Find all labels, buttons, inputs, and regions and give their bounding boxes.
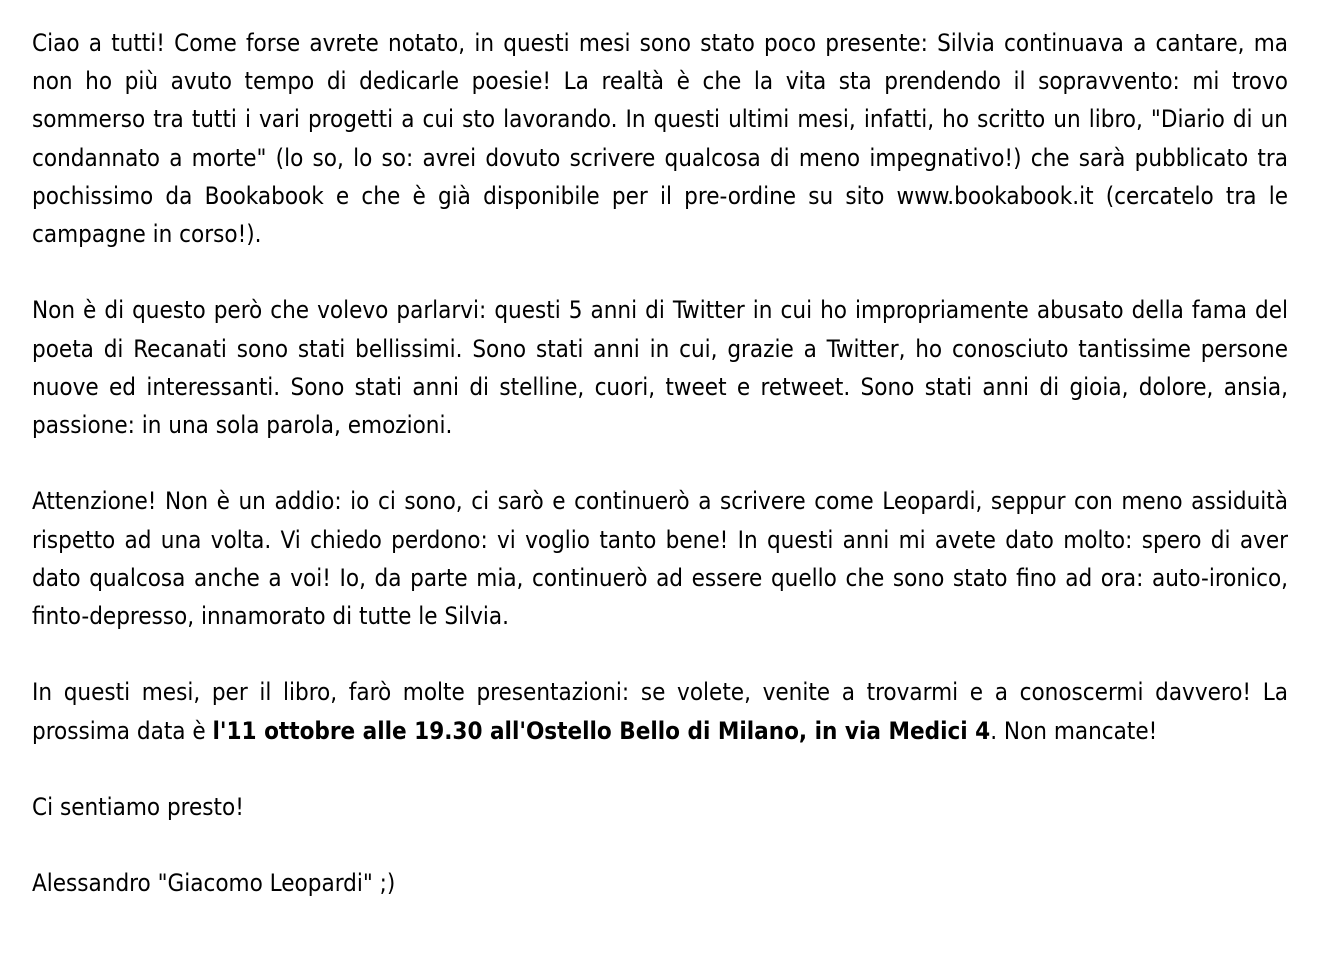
signature: Alessandro "Giacomo Leopardi" ;) xyxy=(32,869,396,898)
paragraph-presentations xyxy=(32,673,1288,749)
closing-line: Ci sentiamo presto! xyxy=(32,793,244,821)
paragraph-twitter-years: Non è di questo però che volevo parlarvi: questi 5 anni di Twitter in cui ho impropriamente abusato della fama del poeta di Recanati sono stati bellissimi. Sono stati anni in cui, grazie a Twitter, ho conosciuto tantissime persone nuove ed interessanti. Sono stati anni di stelline, cuori, tweet e retweet. Sono stati anni di gioia, dolore, ansia, passione: in una sola parola, emozioni. xyxy=(32,296,1288,440)
document-body xyxy=(32,24,1288,903)
paragraph-intro: Ciao a tutti! Come forse avrete notato, in questi mesi sono stato poco presente: Silvia continuava a cantare, ma non ho più avuto tempo di dedicarle poesie! La realtà è che la vita sta prendendo il sopravvento: mi trovo sommerso tra tutti i vari progetti a cui sto lavorando. In questi ultimi mesi, infatti, ho scritto un libro, "Diario di un condannato a morte" (lo so, lo so: avrei dovuto scrivere qualcosa di meno impegnativo!) che sarà pubblicato tra pochissimo da Bookabook e che è già disponibile per il pre-ordine su sito www.bookabook.it (cercatelo tra le campagne in corso!). xyxy=(32,29,1288,249)
event-details: l'11 ottobre alle 19.30 all'Ostello Bello di Milano, in via Medici 4 xyxy=(212,716,991,745)
presentations-text: In questi mesi, per il libro, farò molte presentazioni: se volete, venite a trovarmi e a conoscermi davvero! La prossima data è xyxy=(32,678,1288,745)
paragraph-not-goodbye: Attenzione! Non è un addio: io ci sono, ci sarò e continuerò a scrivere come Leopardi, seppur con meno assiduità rispetto ad una volta. Vi chiedo perdono: vi voglio tanto bene! In questi anni mi avete dato molto: spero di aver dato qualcosa anche a voi! Io, da parte mia, continuerò ad essere quello che sono stato fino ad ora: auto-ironico, finto-depresso, innamorato di tutte le Silvia. xyxy=(32,487,1288,631)
presentations-closing: . Non mancate! xyxy=(990,716,1158,745)
